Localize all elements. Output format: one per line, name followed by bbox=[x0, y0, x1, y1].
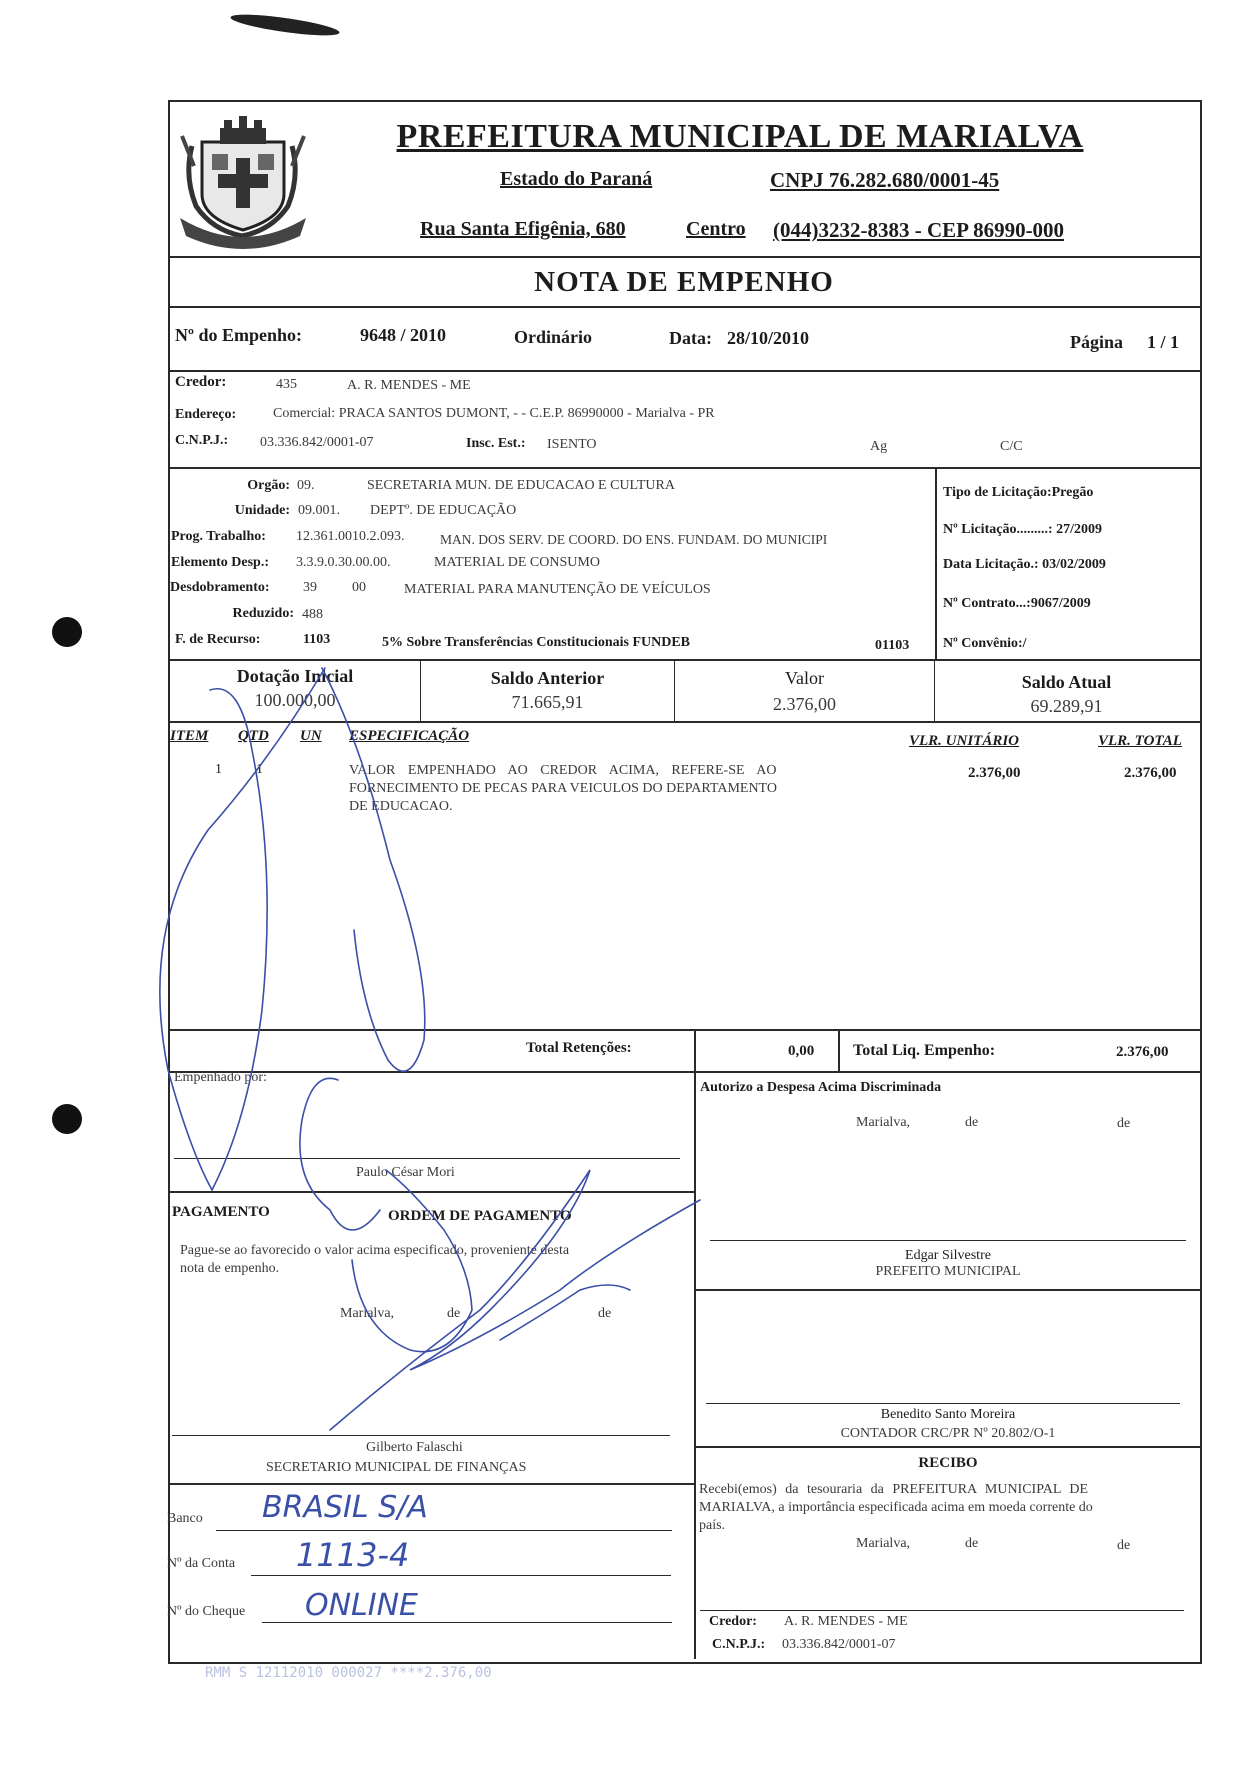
col-un: UN bbox=[300, 728, 322, 744]
credor-cnpj: 03.336.842/0001-07 bbox=[260, 435, 374, 450]
valor-value: 2.376,00 bbox=[773, 694, 836, 714]
data-licitacao: Data Licitação.: 03/02/2009 bbox=[943, 557, 1106, 572]
credor-name: A. R. MENDES - ME bbox=[347, 378, 471, 393]
credor-code: 435 bbox=[276, 377, 297, 392]
pagamento-title: PAGAMENTO bbox=[172, 1204, 270, 1220]
prog-label: Prog. Trabalho: bbox=[171, 529, 266, 544]
recibo-de-1: de bbox=[965, 1536, 979, 1551]
bank-stamp: RMM S 12112010 000027 ****2.376,00 bbox=[205, 1665, 492, 1681]
desdobramento-a: 39 bbox=[303, 580, 317, 595]
date-label: Data: bbox=[669, 328, 712, 348]
item-desc-line3: DE EDUCACAO. bbox=[349, 799, 453, 814]
punch-hole-bottom bbox=[52, 1104, 82, 1134]
contador-title: CONTADOR CRC/PR Nº 20.802/O-1 bbox=[840, 1426, 1056, 1441]
retencoes-value: 0,00 bbox=[788, 1043, 815, 1059]
recurso-label: F. de Recurso: bbox=[175, 632, 261, 647]
doc-title: NOTA DE EMPENHO bbox=[534, 266, 834, 298]
credor-address-label: Endereço: bbox=[175, 407, 237, 422]
page-number: 1 / 1 bbox=[1147, 332, 1180, 352]
dotacao-value: 100.000,00 bbox=[254, 690, 336, 710]
credor-address: Comercial: PRACA SANTOS DUMONT, - - C.E.P. 86990000 - Marialva - PR bbox=[273, 406, 715, 421]
banco-handwritten: BRASIL S/A bbox=[262, 1490, 428, 1525]
recurso-number: 01103 bbox=[875, 638, 910, 653]
desdobramento-b: 00 bbox=[352, 580, 366, 595]
retencoes-label: Total Retenções: bbox=[526, 1040, 632, 1056]
col-especificacao: ESPECIFICAÇÃO bbox=[349, 728, 470, 744]
empenhado-signer: Paulo César Mori bbox=[356, 1165, 455, 1180]
item-total-value: 2.376,00 bbox=[1124, 765, 1177, 781]
elemento-code: 3.3.9.0.30.00.00. bbox=[296, 555, 391, 570]
pagamento-text-2: nota de empenho. bbox=[180, 1261, 280, 1276]
cheque-label: Nº do Cheque bbox=[167, 1604, 246, 1619]
credor-insc: ISENTO bbox=[547, 437, 597, 452]
autorizo-de-1: de bbox=[965, 1115, 979, 1130]
prog-code: 12.361.0010.2.093. bbox=[296, 529, 405, 544]
prefeito-name: Edgar Silvestre bbox=[905, 1248, 991, 1263]
recibo-text-3: país. bbox=[699, 1518, 726, 1533]
col-item: ITEM bbox=[170, 728, 209, 744]
recibo-credor-label: Credor: bbox=[709, 1614, 757, 1629]
date-value: 28/10/2010 bbox=[727, 328, 810, 348]
recibo-text-2: MARIALVA, a importância especificada acima em moeda corrente do bbox=[699, 1500, 1093, 1515]
reduzido-label: Reduzido: bbox=[232, 606, 294, 621]
autorizo-label: Autorizo a Despesa Acima Discriminada bbox=[700, 1080, 942, 1095]
header-cnpj: CNPJ 76.282.680/0001-45 bbox=[770, 168, 1000, 192]
saldo-atual-label: Saldo Atual bbox=[1021, 672, 1112, 692]
recibo-city: Marialva, bbox=[856, 1536, 911, 1551]
numero-licitacao: Nº Licitação.........: 27/2009 bbox=[943, 522, 1102, 537]
conta-label: Nº da Conta bbox=[167, 1556, 236, 1571]
recibo-title: RECIBO bbox=[918, 1455, 978, 1471]
pagamento-de-1: de bbox=[447, 1306, 461, 1321]
empenho-number: 9648 / 2010 bbox=[360, 325, 447, 345]
reduzido-value: 488 bbox=[302, 607, 323, 622]
credor-ag-label: Ag bbox=[870, 439, 888, 454]
recibo-cnpj: 03.336.842/0001-07 bbox=[782, 1637, 896, 1652]
item-unit-value: 2.376,00 bbox=[968, 765, 1021, 781]
conta-handwritten: 1113-4 bbox=[296, 1536, 410, 1574]
orgao-code: 09. bbox=[297, 478, 315, 493]
credor-label: Credor: bbox=[175, 374, 227, 390]
recurso-code: 1103 bbox=[303, 632, 331, 647]
secretario-name: Gilberto Falaschi bbox=[366, 1440, 463, 1455]
saldo-anterior-label: Saldo Anterior bbox=[490, 668, 605, 688]
banco-label: Banco bbox=[167, 1511, 203, 1526]
orgao-name: SECRETARIA MUN. DE EDUCACAO E CULTURA bbox=[367, 478, 675, 493]
pagamento-text-1: Pague-se ao favorecido o valor acima especificado, proveniente desta bbox=[180, 1243, 570, 1258]
header-district: Centro bbox=[686, 218, 746, 240]
empenho-number-label: Nº do Empenho: bbox=[175, 325, 302, 345]
item-desc-line2: FORNECIMENTO DE PECAS PARA VEICULOS DO DEPARTAMENTO bbox=[349, 781, 777, 796]
elemento-label: Elemento Desp.: bbox=[171, 555, 269, 570]
recibo-cnpj-label: C.N.P.J.: bbox=[712, 1637, 766, 1652]
item-number: 1 bbox=[215, 762, 222, 777]
saldo-anterior-value: 71.665,91 bbox=[511, 692, 584, 712]
unidade-code: 09.001. bbox=[298, 503, 340, 518]
item-desc-line1: VALOR EMPENHADO AO CREDOR ACIMA, REFERE-SE AO bbox=[349, 763, 777, 778]
scan-smudge bbox=[230, 10, 341, 39]
desdobramento-label: Desdobramento: bbox=[170, 580, 270, 595]
pagamento-de-2: de bbox=[598, 1306, 612, 1321]
liq-empenho-value: 2.376,00 bbox=[1116, 1044, 1169, 1060]
autorizo-de-2: de bbox=[1117, 1116, 1131, 1131]
pagamento-city: Marialva, bbox=[340, 1306, 395, 1321]
empenhado-por-label: Empenhado por: bbox=[174, 1070, 267, 1085]
unidade-label: Unidade: bbox=[234, 503, 290, 518]
credor-cnpj-label: C.N.P.J.: bbox=[175, 433, 229, 448]
ordem-pagamento-title: ORDEM DE PAGAMENTO bbox=[388, 1208, 572, 1224]
tipo-licitacao: Tipo de Licitação:Pregão bbox=[943, 485, 1094, 500]
autorizo-city: Marialva, bbox=[856, 1115, 911, 1130]
recibo-credor: A. R. MENDES - ME bbox=[784, 1614, 908, 1629]
numero-contrato: Nº Contrato...:9067/2009 bbox=[943, 596, 1091, 611]
col-qtd: QTD bbox=[238, 728, 269, 744]
header-title: PREFEITURA MUNICIPAL DE MARIALVA bbox=[396, 118, 1084, 155]
col-valor-unitario: VLR. UNITÁRIO bbox=[909, 733, 1020, 749]
col-valor-total: VLR. TOTAL bbox=[1098, 733, 1182, 749]
item-qty: 1 bbox=[256, 762, 263, 777]
page-label: Página bbox=[1070, 332, 1124, 352]
secretario-title: SECRETARIO MUNICIPAL DE FINANÇAS bbox=[266, 1460, 527, 1475]
cheque-handwritten: ONLINE bbox=[305, 1588, 419, 1623]
recibo-de-2: de bbox=[1117, 1538, 1131, 1553]
recurso-name: 5% Sobre Transferências Constitucionais FUNDEB bbox=[382, 635, 691, 650]
unidade-name: DEPTº. DE EDUCAÇÃO bbox=[370, 503, 517, 518]
prog-name: MAN. DOS SERV. DE COORD. DO ENS. FUNDAM. DO MUNICIPI bbox=[440, 532, 828, 547]
desdobramento-name: MATERIAL PARA MANUTENÇÃO DE VEÍCULOS bbox=[404, 582, 711, 597]
prefeito-title: PREFEITO MUNICIPAL bbox=[875, 1264, 1021, 1279]
header-address: Rua Santa Efigênia, 680 bbox=[420, 218, 626, 240]
punch-hole-top bbox=[52, 617, 82, 647]
credor-insc-label: Insc. Est.: bbox=[466, 436, 526, 451]
dotacao-label: Dotação Inicial bbox=[236, 666, 354, 686]
header-state: Estado do Paraná bbox=[500, 168, 653, 190]
elemento-name: MATERIAL DE CONSUMO bbox=[434, 555, 600, 570]
coat-of-arms-logo bbox=[172, 106, 314, 252]
recibo-text-1: Recebi(emos) da tesouraria da PREFEITURA MUNICIPAL DE bbox=[699, 1482, 1089, 1497]
saldo-atual-value: 69.289,91 bbox=[1030, 696, 1103, 716]
liq-empenho-label: Total Liq. Empenho: bbox=[853, 1042, 996, 1059]
empenho-type: Ordinário bbox=[514, 327, 593, 347]
contador-name: Benedito Santo Moreira bbox=[880, 1407, 1016, 1422]
valor-label: Valor bbox=[785, 668, 824, 688]
numero-convenio: Nº Convênio:/ bbox=[943, 636, 1027, 651]
orgao-label: Orgão: bbox=[247, 478, 290, 493]
credor-cc-label: C/C bbox=[1000, 439, 1023, 454]
header-phone-cep: (044)3232-8383 - CEP 86990-000 bbox=[773, 218, 1065, 242]
